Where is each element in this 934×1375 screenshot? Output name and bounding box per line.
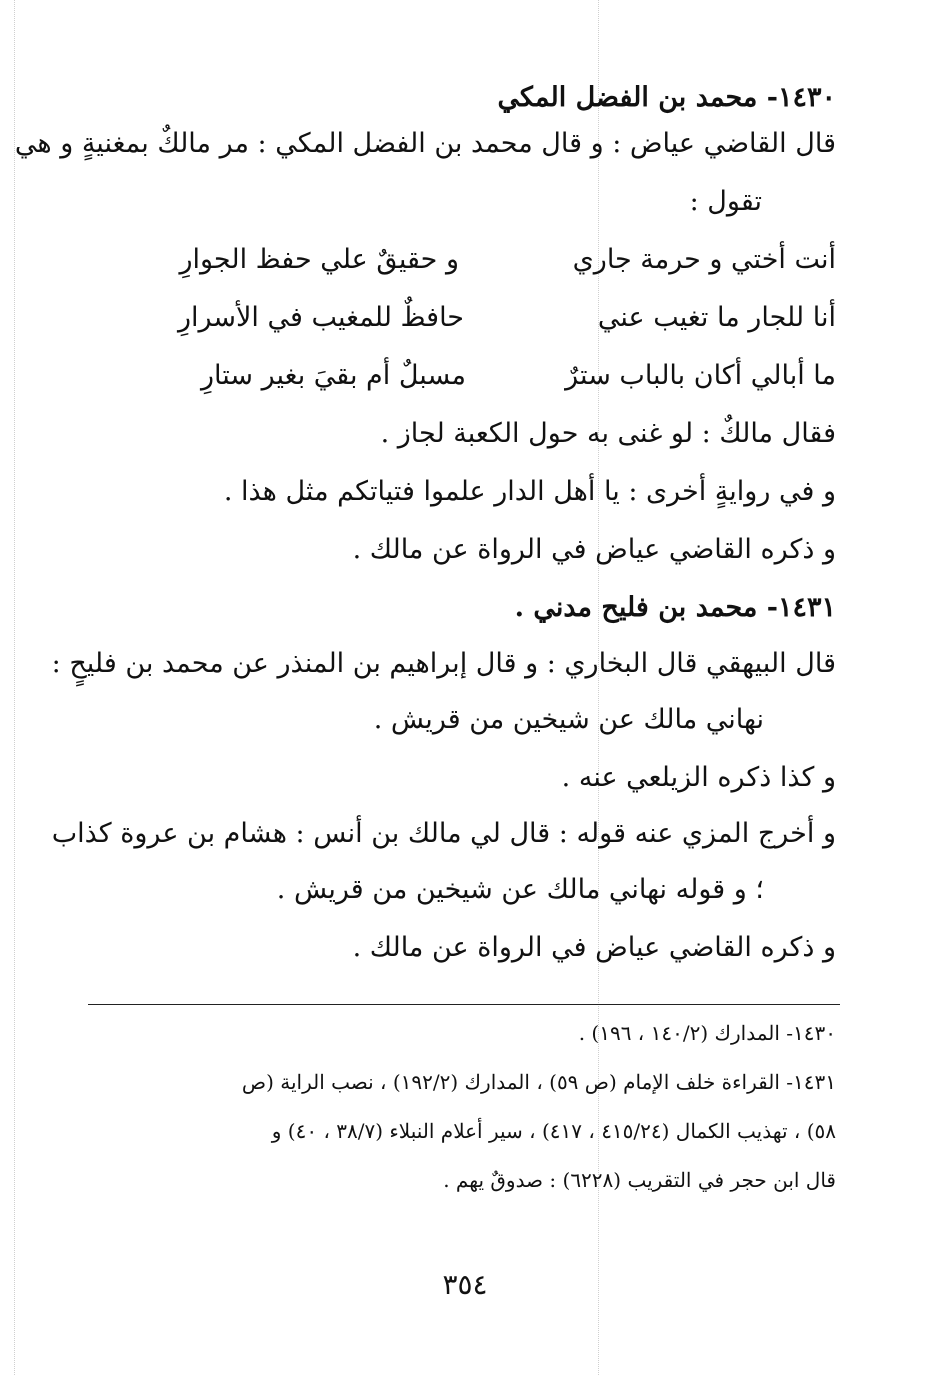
footnote-line: ٥٨) ، تهذيب الكمال (٤١٥/٢٤ ، ٤١٧) ، سير أعلام النبلاء (٣٨/٧ ، ٤٠) و bbox=[271, 1119, 836, 1143]
verse-first-hemistich: أنا للجار ما تغيب عني bbox=[597, 302, 836, 333]
verse-second-hemistich: حافظٌ للمغيب في الأسرارِ bbox=[177, 302, 464, 333]
text-line: و في روايةٍ أخرى : يا أهل الدار علموا فتياتكم مثل هذا . bbox=[223, 476, 836, 507]
text-line: و كذا ذكره الزيلعي عنه . bbox=[561, 762, 836, 793]
footnote-1431: ١٤٣١- القراءة خلف الإمام (ص ٥٩) ، المدارك (١٩٢/٢) ، نصب الراية (ص bbox=[241, 1070, 836, 1094]
entry-heading-1430: ١٤٣٠- محمد بن الفضل المكي bbox=[497, 82, 836, 113]
entry-heading-1431: ١٤٣١- محمد بن فليح مدني . bbox=[514, 592, 836, 623]
verse-second-hemistich: و حقيقٌ علي حفظ الجوارِ bbox=[179, 244, 459, 275]
page-number: ٣٥٤ bbox=[442, 1268, 488, 1301]
footnote-1430: ١٤٣٠- المدارك (١٤٠/٢ ، ١٩٦) . bbox=[578, 1021, 836, 1045]
text-line: ؛ و قوله نهاني مالك عن شيخين من قريش . bbox=[276, 874, 764, 905]
footnote-line: قال ابن حجر في التقريب (٦٢٢٨) : صدوقٌ يهم . bbox=[443, 1168, 836, 1192]
verse-first-hemistich: أنت أختي و حرمة جاري bbox=[572, 244, 836, 275]
scan-edge-line bbox=[14, 0, 15, 1375]
verse-first-hemistich: ما أبالي أكان بالباب سترٌ bbox=[565, 360, 836, 391]
text-line: فقال مالكٌ : لو غنى به حول الكعبة لجاز . bbox=[380, 418, 836, 449]
text-line: قال البيهقي قال البخاري : و قال إبراهيم بن المنذر عن محمد بن فليحٍ : bbox=[51, 648, 836, 679]
text-line: نهاني مالك عن شيخين من قريش . bbox=[373, 704, 764, 735]
text-line: قال القاضي عياض : و قال محمد بن الفضل المكي : مر مالكٌ بمغنيةٍ و هي bbox=[14, 128, 836, 159]
verse-second-hemistich: مسبلٌ أم بقيَ بغير ستارِ bbox=[201, 360, 466, 391]
footnote-separator bbox=[88, 1004, 840, 1005]
text-line: و أخرج المزي عنه قوله : قال لي مالك بن أنس : هشام بن عروة كذاب bbox=[51, 818, 836, 849]
text-line: تقول : bbox=[689, 186, 762, 217]
text-line: و ذكره القاضي عياض في الرواة عن مالك . bbox=[352, 932, 836, 963]
text-line: و ذكره القاضي عياض في الرواة عن مالك . bbox=[352, 534, 836, 565]
